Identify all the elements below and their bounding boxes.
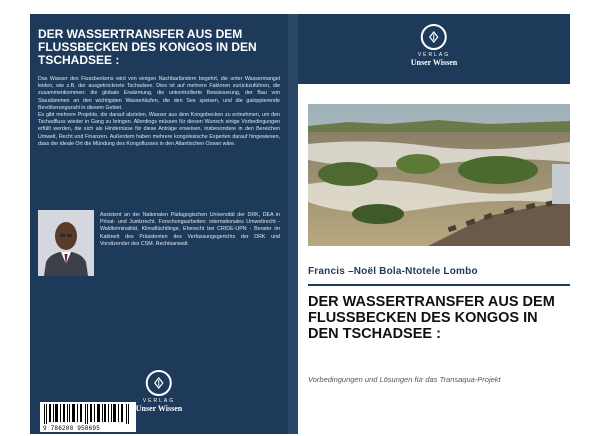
front-cover-subtitle: Vorbedingungen und Lösungen für das Transaqua-Projekt (308, 375, 501, 384)
publisher-name: Unser Wissen (135, 404, 183, 413)
front-cover (298, 14, 570, 434)
front-author-name: Francis –Noël Bola-Ntotele Lombo (308, 266, 478, 277)
book-circle-icon (146, 370, 172, 396)
description-paragraph: Es gibt mehrere Projekte, die darauf abzielen, Wasser aus dem Kongobecken zu entnehmen, um den Tschadfluss wieder in Gang zu bringen. Allerdings müssen für diesen Wunsch einige Vorbedingungen erfüllt werden, die sich als Hindernisse für diese Anträge erweisen, insbesondere in den Bereichen Umwelt, Recht und Finanzen. Außerdem haben mehrere kongolesische Experten darauf hingewiesen, dass der ideale Ort die Mündung des Kongoflusses in den Atlantischen Ozean wäre. (38, 112, 280, 147)
back-cover (30, 14, 288, 434)
back-publisher-logo (136, 370, 182, 413)
back-cover-title: DER WASSERTRANSFER AUS DEM FLUSSBECKEN DES KONGOS IN DEN TSCHADSEE : (38, 27, 257, 67)
front-cover-header (298, 14, 570, 84)
description-paragraph: Das Wasser des Flussbeckens wird von einigen Nachbarländern begehrt, die unter Wassermangel leiden, wie z.B. der ausgetrocknete Tschadsee. Dies ist auf mehrere Faktoren zurückzuführen, die zusammenkommen: die globale Erwärmung, die unkontrollierte Bewässerung, der Bau von Staudämmen an den wichtigsten Wasserläufen, die den See speisen, und die galoppierende Bevölkerungszahl in diesem Gebiet. (38, 76, 280, 111)
book-circle-icon (421, 24, 447, 50)
isbn-barcode (40, 402, 136, 432)
front-cover-title: DER WASSERTRANSFER AUS DEM FLUSSBECKEN DES KONGOS IN DEN TSCHADSEE : (308, 294, 555, 342)
publisher-verlag-label: VERLAG (417, 52, 451, 58)
author-bio: Assistent an der Nationalen Pädagogischen Universität der DRK, DEA in Privat- und Justizrecht. Forschungsarbeiten: internationales Umweltrecht - Waldkriminalität, Klimaflüchtlinge, Eherecht bei CRIDE-UPN - Berater im Kabinett des Präsidenten des Verfassungsgerichts der DRK und Vorsitzender des CSM. Rechtsanwalt. (100, 212, 280, 247)
cover-photo-river (308, 104, 570, 246)
isbn-number: 9 786208 958695 (43, 425, 101, 432)
publisher-name: Unser Wissen (410, 58, 458, 67)
front-publisher-logo (411, 24, 457, 67)
author-photo (38, 210, 94, 276)
book-spine (288, 14, 298, 434)
publisher-verlag-label: VERLAG (142, 398, 176, 404)
back-cover-description (38, 76, 280, 148)
divider (308, 284, 570, 286)
